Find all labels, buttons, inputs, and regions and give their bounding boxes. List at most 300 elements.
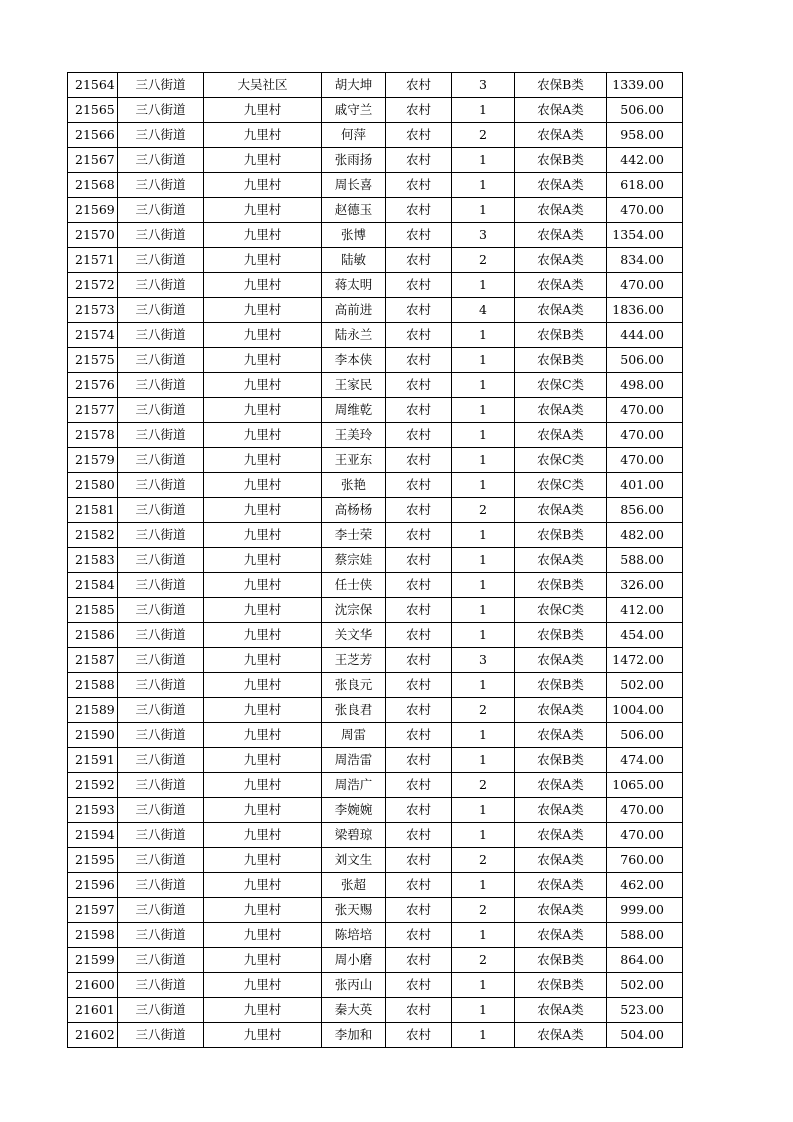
street-cell: 三八街道 bbox=[118, 348, 204, 373]
record-number-cell: 21574 bbox=[68, 323, 118, 348]
record-number-cell: 21593 bbox=[68, 798, 118, 823]
village-cell: 九里村 bbox=[204, 873, 322, 898]
amount-cell: 470.00 bbox=[607, 198, 683, 223]
insurance-category-cell: 农保A类 bbox=[515, 798, 607, 823]
record-number-cell: 21576 bbox=[68, 373, 118, 398]
person-name-cell: 李加和 bbox=[322, 1023, 386, 1048]
household-type-cell: 农村 bbox=[386, 998, 452, 1023]
insurance-category-cell: 农保B类 bbox=[515, 973, 607, 998]
insurance-category-cell: 农保A类 bbox=[515, 273, 607, 298]
insurance-category-cell: 农保B类 bbox=[515, 348, 607, 373]
street-cell: 三八街道 bbox=[118, 423, 204, 448]
member-count-cell: 1 bbox=[452, 798, 515, 823]
street-cell: 三八街道 bbox=[118, 448, 204, 473]
household-type-cell: 农村 bbox=[386, 373, 452, 398]
street-cell: 三八街道 bbox=[118, 273, 204, 298]
village-cell: 九里村 bbox=[204, 598, 322, 623]
household-type-cell: 农村 bbox=[386, 898, 452, 923]
insurance-category-cell: 农保A类 bbox=[515, 723, 607, 748]
insurance-category-cell: 农保B类 bbox=[515, 623, 607, 648]
street-cell: 三八街道 bbox=[118, 673, 204, 698]
insurance-category-cell: 农保A类 bbox=[515, 648, 607, 673]
village-cell: 九里村 bbox=[204, 448, 322, 473]
amount-cell: 502.00 bbox=[607, 673, 683, 698]
member-count-cell: 1 bbox=[452, 448, 515, 473]
table-row bbox=[68, 573, 683, 598]
street-cell: 三八街道 bbox=[118, 498, 204, 523]
member-count-cell: 1 bbox=[452, 723, 515, 748]
amount-cell: 523.00 bbox=[607, 998, 683, 1023]
amount-cell: 506.00 bbox=[607, 348, 683, 373]
village-cell: 九里村 bbox=[204, 98, 322, 123]
village-cell: 九里村 bbox=[204, 973, 322, 998]
amount-cell: 470.00 bbox=[607, 398, 683, 423]
amount-cell: 412.00 bbox=[607, 598, 683, 623]
street-cell: 三八街道 bbox=[118, 1023, 204, 1048]
household-type-cell: 农村 bbox=[386, 323, 452, 348]
insurance-category-cell: 农保B类 bbox=[515, 573, 607, 598]
street-cell: 三八街道 bbox=[118, 473, 204, 498]
insurance-category-cell: 农保A类 bbox=[515, 223, 607, 248]
insurance-category-cell: 农保A类 bbox=[515, 298, 607, 323]
member-count-cell: 2 bbox=[452, 848, 515, 873]
amount-cell: 999.00 bbox=[607, 898, 683, 923]
person-name-cell: 李本侠 bbox=[322, 348, 386, 373]
household-type-cell: 农村 bbox=[386, 123, 452, 148]
street-cell: 三八街道 bbox=[118, 73, 204, 98]
person-name-cell: 秦大英 bbox=[322, 998, 386, 1023]
village-cell: 九里村 bbox=[204, 523, 322, 548]
record-number-cell: 21586 bbox=[68, 623, 118, 648]
village-cell: 九里村 bbox=[204, 948, 322, 973]
village-cell: 九里村 bbox=[204, 173, 322, 198]
table-row bbox=[68, 198, 683, 223]
household-type-cell: 农村 bbox=[386, 698, 452, 723]
village-cell: 九里村 bbox=[204, 398, 322, 423]
record-number-cell: 21585 bbox=[68, 598, 118, 623]
village-cell: 九里村 bbox=[204, 348, 322, 373]
street-cell: 三八街道 bbox=[118, 648, 204, 673]
person-name-cell: 张丙山 bbox=[322, 973, 386, 998]
person-name-cell: 王芝芳 bbox=[322, 648, 386, 673]
insurance-category-cell: 农保B类 bbox=[515, 523, 607, 548]
street-cell: 三八街道 bbox=[118, 623, 204, 648]
amount-cell: 1472.00 bbox=[607, 648, 683, 673]
village-cell: 九里村 bbox=[204, 548, 322, 573]
household-type-cell: 农村 bbox=[386, 148, 452, 173]
record-number-cell: 21597 bbox=[68, 898, 118, 923]
member-count-cell: 1 bbox=[452, 523, 515, 548]
household-type-cell: 农村 bbox=[386, 523, 452, 548]
person-name-cell: 周浩广 bbox=[322, 773, 386, 798]
person-name-cell: 王家民 bbox=[322, 373, 386, 398]
insurance-category-cell: 农保A类 bbox=[515, 1023, 607, 1048]
amount-cell: 958.00 bbox=[607, 123, 683, 148]
insurance-category-cell: 农保A类 bbox=[515, 423, 607, 448]
insurance-category-cell: 农保A类 bbox=[515, 698, 607, 723]
street-cell: 三八街道 bbox=[118, 248, 204, 273]
record-number-cell: 21588 bbox=[68, 673, 118, 698]
street-cell: 三八街道 bbox=[118, 998, 204, 1023]
table-row bbox=[68, 273, 683, 298]
village-cell: 九里村 bbox=[204, 148, 322, 173]
insurance-category-cell: 农保A类 bbox=[515, 998, 607, 1023]
village-cell: 九里村 bbox=[204, 423, 322, 448]
household-type-cell: 农村 bbox=[386, 848, 452, 873]
insurance-category-cell: 农保A类 bbox=[515, 398, 607, 423]
insurance-category-cell: 农保A类 bbox=[515, 773, 607, 798]
person-name-cell: 赵德玉 bbox=[322, 198, 386, 223]
amount-cell: 470.00 bbox=[607, 798, 683, 823]
member-count-cell: 1 bbox=[452, 923, 515, 948]
table-row bbox=[68, 723, 683, 748]
village-cell: 九里村 bbox=[204, 898, 322, 923]
table-row bbox=[68, 548, 683, 573]
person-name-cell: 高前进 bbox=[322, 298, 386, 323]
member-count-cell: 1 bbox=[452, 148, 515, 173]
member-count-cell: 2 bbox=[452, 898, 515, 923]
roster-body bbox=[68, 73, 683, 1048]
insurance-category-cell: 农保B类 bbox=[515, 673, 607, 698]
household-type-cell: 农村 bbox=[386, 448, 452, 473]
person-name-cell: 张博 bbox=[322, 223, 386, 248]
street-cell: 三八街道 bbox=[118, 123, 204, 148]
person-name-cell: 陆敏 bbox=[322, 248, 386, 273]
amount-cell: 470.00 bbox=[607, 448, 683, 473]
member-count-cell: 1 bbox=[452, 173, 515, 198]
table-row bbox=[68, 948, 683, 973]
member-count-cell: 2 bbox=[452, 248, 515, 273]
insurance-category-cell: 农保B类 bbox=[515, 323, 607, 348]
table-row bbox=[68, 898, 683, 923]
household-type-cell: 农村 bbox=[386, 398, 452, 423]
street-cell: 三八街道 bbox=[118, 798, 204, 823]
record-number-cell: 21578 bbox=[68, 423, 118, 448]
record-number-cell: 21566 bbox=[68, 123, 118, 148]
table-row bbox=[68, 748, 683, 773]
person-name-cell: 高杨杨 bbox=[322, 498, 386, 523]
person-name-cell: 任士侠 bbox=[322, 573, 386, 598]
table-row bbox=[68, 598, 683, 623]
person-name-cell: 张超 bbox=[322, 873, 386, 898]
person-name-cell: 周小磨 bbox=[322, 948, 386, 973]
table-row bbox=[68, 223, 683, 248]
insurance-category-cell: 农保A类 bbox=[515, 248, 607, 273]
household-type-cell: 农村 bbox=[386, 598, 452, 623]
amount-cell: 498.00 bbox=[607, 373, 683, 398]
member-count-cell: 2 bbox=[452, 773, 515, 798]
village-cell: 九里村 bbox=[204, 798, 322, 823]
table-row bbox=[68, 248, 683, 273]
household-type-cell: 农村 bbox=[386, 248, 452, 273]
person-name-cell: 王亚东 bbox=[322, 448, 386, 473]
household-type-cell: 农村 bbox=[386, 823, 452, 848]
insurance-category-cell: 农保A类 bbox=[515, 123, 607, 148]
street-cell: 三八街道 bbox=[118, 373, 204, 398]
household-type-cell: 农村 bbox=[386, 223, 452, 248]
street-cell: 三八街道 bbox=[118, 323, 204, 348]
member-count-cell: 2 bbox=[452, 123, 515, 148]
table-row bbox=[68, 773, 683, 798]
amount-cell: 474.00 bbox=[607, 748, 683, 773]
village-cell: 九里村 bbox=[204, 373, 322, 398]
table-row bbox=[68, 298, 683, 323]
village-cell: 九里村 bbox=[204, 273, 322, 298]
village-cell: 九里村 bbox=[204, 848, 322, 873]
member-count-cell: 2 bbox=[452, 698, 515, 723]
amount-cell: 506.00 bbox=[607, 723, 683, 748]
record-number-cell: 21575 bbox=[68, 348, 118, 373]
member-count-cell: 1 bbox=[452, 823, 515, 848]
amount-cell: 856.00 bbox=[607, 498, 683, 523]
table-row bbox=[68, 648, 683, 673]
village-cell: 九里村 bbox=[204, 648, 322, 673]
table-row bbox=[68, 348, 683, 373]
member-count-cell: 3 bbox=[452, 73, 515, 98]
person-name-cell: 蒋太明 bbox=[322, 273, 386, 298]
person-name-cell: 刘文生 bbox=[322, 848, 386, 873]
amount-cell: 1004.00 bbox=[607, 698, 683, 723]
amount-cell: 588.00 bbox=[607, 548, 683, 573]
member-count-cell: 2 bbox=[452, 498, 515, 523]
insurance-category-cell: 农保A类 bbox=[515, 923, 607, 948]
household-type-cell: 农村 bbox=[386, 623, 452, 648]
village-cell: 九里村 bbox=[204, 198, 322, 223]
member-count-cell: 1 bbox=[452, 348, 515, 373]
household-type-cell: 农村 bbox=[386, 548, 452, 573]
household-type-cell: 农村 bbox=[386, 348, 452, 373]
amount-cell: 1836.00 bbox=[607, 298, 683, 323]
household-type-cell: 农村 bbox=[386, 73, 452, 98]
amount-cell: 470.00 bbox=[607, 823, 683, 848]
table-row bbox=[68, 973, 683, 998]
insurance-category-cell: 农保B类 bbox=[515, 73, 607, 98]
member-count-cell: 1 bbox=[452, 198, 515, 223]
person-name-cell: 张雨扬 bbox=[322, 148, 386, 173]
street-cell: 三八街道 bbox=[118, 598, 204, 623]
street-cell: 三八街道 bbox=[118, 298, 204, 323]
table-row bbox=[68, 98, 683, 123]
member-count-cell: 1 bbox=[452, 998, 515, 1023]
person-name-cell: 何萍 bbox=[322, 123, 386, 148]
record-number-cell: 21571 bbox=[68, 248, 118, 273]
household-type-cell: 农村 bbox=[386, 873, 452, 898]
amount-cell: 502.00 bbox=[607, 973, 683, 998]
household-type-cell: 农村 bbox=[386, 773, 452, 798]
person-name-cell: 沈宗保 bbox=[322, 598, 386, 623]
street-cell: 三八街道 bbox=[118, 973, 204, 998]
insurance-category-cell: 农保C类 bbox=[515, 373, 607, 398]
table-row bbox=[68, 473, 683, 498]
record-number-cell: 21602 bbox=[68, 1023, 118, 1048]
village-cell: 九里村 bbox=[204, 698, 322, 723]
person-name-cell: 张天赐 bbox=[322, 898, 386, 923]
person-name-cell: 张艳 bbox=[322, 473, 386, 498]
amount-cell: 504.00 bbox=[607, 1023, 683, 1048]
household-type-cell: 农村 bbox=[386, 198, 452, 223]
record-number-cell: 21599 bbox=[68, 948, 118, 973]
person-name-cell: 周雷 bbox=[322, 723, 386, 748]
household-type-cell: 农村 bbox=[386, 923, 452, 948]
person-name-cell: 陆永兰 bbox=[322, 323, 386, 348]
member-count-cell: 1 bbox=[452, 573, 515, 598]
record-number-cell: 21595 bbox=[68, 848, 118, 873]
record-number-cell: 21579 bbox=[68, 448, 118, 473]
person-name-cell: 王美玲 bbox=[322, 423, 386, 448]
person-name-cell: 张良元 bbox=[322, 673, 386, 698]
record-number-cell: 21592 bbox=[68, 773, 118, 798]
amount-cell: 470.00 bbox=[607, 273, 683, 298]
record-number-cell: 21601 bbox=[68, 998, 118, 1023]
amount-cell: 1065.00 bbox=[607, 773, 683, 798]
table-row bbox=[68, 873, 683, 898]
record-number-cell: 21596 bbox=[68, 873, 118, 898]
member-count-cell: 1 bbox=[452, 598, 515, 623]
person-name-cell: 李士荣 bbox=[322, 523, 386, 548]
member-count-cell: 2 bbox=[452, 948, 515, 973]
table-row bbox=[68, 323, 683, 348]
record-number-cell: 21591 bbox=[68, 748, 118, 773]
member-count-cell: 1 bbox=[452, 673, 515, 698]
street-cell: 三八街道 bbox=[118, 223, 204, 248]
household-type-cell: 农村 bbox=[386, 748, 452, 773]
street-cell: 三八街道 bbox=[118, 873, 204, 898]
village-cell: 九里村 bbox=[204, 573, 322, 598]
village-cell: 九里村 bbox=[204, 1023, 322, 1048]
street-cell: 三八街道 bbox=[118, 573, 204, 598]
street-cell: 三八街道 bbox=[118, 823, 204, 848]
record-number-cell: 21581 bbox=[68, 498, 118, 523]
member-count-cell: 1 bbox=[452, 473, 515, 498]
record-number-cell: 21568 bbox=[68, 173, 118, 198]
member-count-cell: 1 bbox=[452, 323, 515, 348]
person-name-cell: 戚守兰 bbox=[322, 98, 386, 123]
village-cell: 九里村 bbox=[204, 223, 322, 248]
household-type-cell: 农村 bbox=[386, 1023, 452, 1048]
insurance-category-cell: 农保A类 bbox=[515, 198, 607, 223]
record-number-cell: 21582 bbox=[68, 523, 118, 548]
household-type-cell: 农村 bbox=[386, 423, 452, 448]
amount-cell: 588.00 bbox=[607, 923, 683, 948]
amount-cell: 834.00 bbox=[607, 248, 683, 273]
amount-cell: 760.00 bbox=[607, 848, 683, 873]
person-name-cell: 李婉婉 bbox=[322, 798, 386, 823]
member-count-cell: 1 bbox=[452, 748, 515, 773]
insurance-category-cell: 农保A类 bbox=[515, 848, 607, 873]
table-row bbox=[68, 373, 683, 398]
household-type-cell: 农村 bbox=[386, 173, 452, 198]
record-number-cell: 21584 bbox=[68, 573, 118, 598]
street-cell: 三八街道 bbox=[118, 848, 204, 873]
table-row bbox=[68, 698, 683, 723]
village-cell: 九里村 bbox=[204, 123, 322, 148]
village-cell: 九里村 bbox=[204, 723, 322, 748]
table-row bbox=[68, 498, 683, 523]
insurance-category-cell: 农保C类 bbox=[515, 473, 607, 498]
table-row bbox=[68, 1023, 683, 1048]
village-cell: 九里村 bbox=[204, 623, 322, 648]
insurance-category-cell: 农保B类 bbox=[515, 948, 607, 973]
person-name-cell: 蔡宗娃 bbox=[322, 548, 386, 573]
insurance-category-cell: 农保A类 bbox=[515, 548, 607, 573]
street-cell: 三八街道 bbox=[118, 523, 204, 548]
street-cell: 三八街道 bbox=[118, 98, 204, 123]
village-cell: 九里村 bbox=[204, 473, 322, 498]
member-count-cell: 1 bbox=[452, 973, 515, 998]
record-number-cell: 21564 bbox=[68, 73, 118, 98]
table-row bbox=[68, 523, 683, 548]
table-row bbox=[68, 923, 683, 948]
amount-cell: 506.00 bbox=[607, 98, 683, 123]
member-count-cell: 1 bbox=[452, 548, 515, 573]
household-type-cell: 农村 bbox=[386, 298, 452, 323]
record-number-cell: 21570 bbox=[68, 223, 118, 248]
village-cell: 九里村 bbox=[204, 498, 322, 523]
village-cell: 九里村 bbox=[204, 673, 322, 698]
table-row bbox=[68, 623, 683, 648]
record-number-cell: 21565 bbox=[68, 98, 118, 123]
insurance-category-cell: 农保B类 bbox=[515, 148, 607, 173]
village-cell: 九里村 bbox=[204, 323, 322, 348]
table-row bbox=[68, 848, 683, 873]
street-cell: 三八街道 bbox=[118, 198, 204, 223]
household-type-cell: 农村 bbox=[386, 948, 452, 973]
street-cell: 三八街道 bbox=[118, 173, 204, 198]
amount-cell: 326.00 bbox=[607, 573, 683, 598]
household-type-cell: 农村 bbox=[386, 973, 452, 998]
table-row bbox=[68, 73, 683, 98]
amount-cell: 462.00 bbox=[607, 873, 683, 898]
insurance-category-cell: 农保C类 bbox=[515, 598, 607, 623]
amount-cell: 454.00 bbox=[607, 623, 683, 648]
household-type-cell: 农村 bbox=[386, 473, 452, 498]
village-cell: 九里村 bbox=[204, 773, 322, 798]
street-cell: 三八街道 bbox=[118, 148, 204, 173]
street-cell: 三八街道 bbox=[118, 548, 204, 573]
household-type-cell: 农村 bbox=[386, 98, 452, 123]
person-name-cell: 周维乾 bbox=[322, 398, 386, 423]
household-type-cell: 农村 bbox=[386, 498, 452, 523]
village-cell: 九里村 bbox=[204, 923, 322, 948]
member-count-cell: 1 bbox=[452, 873, 515, 898]
amount-cell: 444.00 bbox=[607, 323, 683, 348]
person-name-cell: 周长喜 bbox=[322, 173, 386, 198]
insurance-category-cell: 农保C类 bbox=[515, 448, 607, 473]
village-cell: 九里村 bbox=[204, 748, 322, 773]
household-type-cell: 农村 bbox=[386, 273, 452, 298]
insurance-category-cell: 农保A类 bbox=[515, 873, 607, 898]
household-type-cell: 农村 bbox=[386, 798, 452, 823]
member-count-cell: 1 bbox=[452, 623, 515, 648]
insurance-category-cell: 农保A类 bbox=[515, 173, 607, 198]
street-cell: 三八街道 bbox=[118, 748, 204, 773]
village-cell: 九里村 bbox=[204, 823, 322, 848]
table-row bbox=[68, 823, 683, 848]
member-count-cell: 1 bbox=[452, 98, 515, 123]
person-name-cell: 张良君 bbox=[322, 698, 386, 723]
street-cell: 三八街道 bbox=[118, 898, 204, 923]
table-row bbox=[68, 173, 683, 198]
street-cell: 三八街道 bbox=[118, 948, 204, 973]
member-count-cell: 3 bbox=[452, 223, 515, 248]
member-count-cell: 1 bbox=[452, 423, 515, 448]
insurance-category-cell: 农保B类 bbox=[515, 748, 607, 773]
person-name-cell: 陈培培 bbox=[322, 923, 386, 948]
member-count-cell: 1 bbox=[452, 1023, 515, 1048]
insurance-category-cell: 农保A类 bbox=[515, 498, 607, 523]
person-name-cell: 胡大坤 bbox=[322, 73, 386, 98]
street-cell: 三八街道 bbox=[118, 398, 204, 423]
